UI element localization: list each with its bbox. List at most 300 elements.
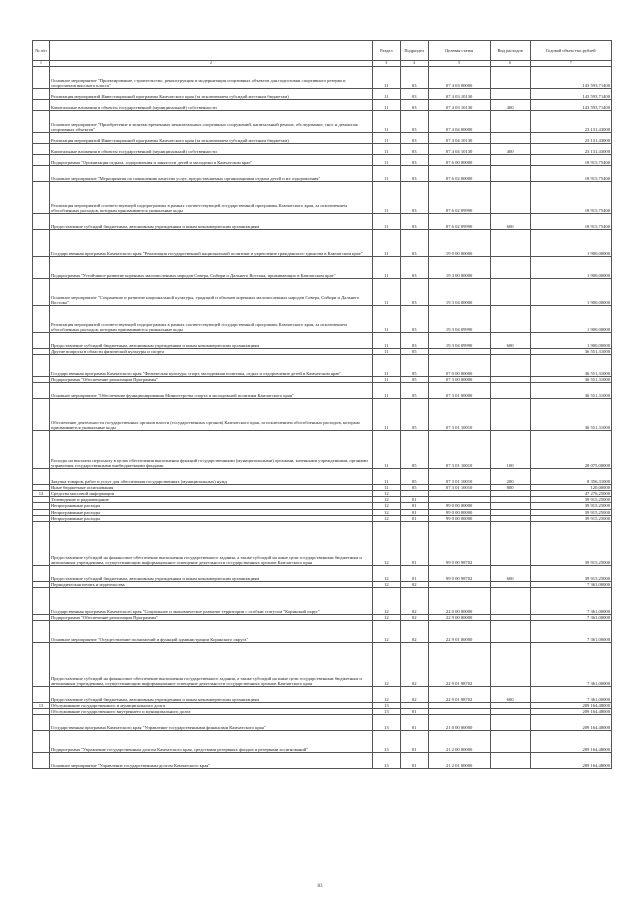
row-subsection: 05: [400, 431, 428, 469]
row-number: [33, 399, 50, 431]
row-target-article: 99 0 00 98702: [428, 565, 490, 581]
row-section: 12: [372, 509, 400, 515]
row-subsection: 03: [400, 133, 428, 144]
row-name: Закупка товаров, работ и услуг для обеспечения государственных (муниципальных) нужд: [49, 469, 372, 485]
row-number: [33, 100, 50, 111]
table-row: [33, 355, 612, 377]
row-subsection: 03: [400, 89, 428, 100]
row-subsection: 05: [400, 377, 428, 383]
row-subsection: 02: [400, 686, 428, 702]
row-target-article: 22 9 01 98702: [428, 686, 490, 702]
row-section: 11: [372, 89, 400, 100]
row-subsection: 03: [400, 279, 428, 306]
row-target-article: 07 4 03 00000: [428, 67, 490, 89]
row-subsection: 05: [400, 355, 428, 377]
row-name: Капитальные вложения в объекты государственной (муниципальной) собственности: [49, 144, 372, 155]
row-expense-type: [490, 642, 530, 686]
row-section: 13: [372, 731, 400, 753]
row-expense-type: 400: [490, 100, 530, 111]
row-subsection: 01: [400, 715, 428, 731]
row-section: 11: [372, 383, 400, 399]
row-volume: 1 900,00000: [530, 279, 611, 306]
table-row: [33, 383, 612, 399]
row-number: [33, 587, 50, 614]
row-subsection: 03: [400, 166, 428, 182]
row-target-article: 07 4 03 10130: [428, 89, 490, 100]
row-target-article: 19 0 00 00000: [428, 230, 490, 257]
column-index: 5: [428, 61, 490, 67]
row-volume: 23 131,43000: [530, 111, 611, 133]
row-name: Предоставление субсидий на финансовое обеспечение выполнения государственного задания, а также субсидий на иные цели государственным бюджетным и автономным учреждениям, осуществляющим информационное освещение деятельности государственных органов Камчатского края: [49, 521, 372, 565]
row-subsection: 01: [400, 497, 428, 503]
row-name: Подпрограмма "Обеспечение реализации Программы": [49, 614, 372, 620]
row-number: [33, 89, 50, 100]
row-number: [33, 469, 50, 485]
row-name: Непрограммные расходы: [49, 509, 372, 515]
row-expense-type: 400: [490, 144, 530, 155]
row-expense-type: 100: [490, 431, 530, 469]
table-row: [33, 521, 612, 565]
row-number: [33, 431, 50, 469]
row-expense-type: 600: [490, 565, 530, 581]
row-expense-type: [490, 620, 530, 642]
row-section: 11: [372, 111, 400, 133]
row-volume: 18 915,75400: [530, 155, 611, 166]
row-name: Предоставление субсидий бюджетным, автономным учреждениям и иным некоммерческим организациям: [49, 565, 372, 581]
row-name: Обслуживание государственного и муниципального долга: [49, 702, 372, 708]
row-volume: 7 361,00000: [530, 642, 611, 686]
row-section: 13: [372, 715, 400, 731]
row-volume: 39 915,25000: [530, 515, 611, 521]
row-name: Подпрограмма "Устойчивое развитие коренных малочисленных народов Севера, Сибири и Дальнего Востока, проживающих в Камчатском крае": [49, 257, 372, 279]
row-expense-type: [490, 67, 530, 89]
column-index: 6: [490, 61, 530, 67]
column-index: 7: [530, 61, 611, 67]
row-name: Другие вопросы в области физической культуры и спорта: [49, 349, 372, 355]
table-row: [33, 214, 612, 230]
row-volume: 39 915,25000: [530, 565, 611, 581]
row-number: [33, 279, 50, 306]
table-row: [33, 306, 612, 333]
header-target: Целевая статья: [428, 41, 490, 61]
row-section: 11: [372, 144, 400, 155]
table-row: [33, 333, 612, 349]
table-row: [33, 642, 612, 686]
row-volume: 18 915,75400: [530, 182, 611, 214]
row-subsection: 02: [400, 581, 428, 587]
row-name: Основное мероприятие "Обеспечение функционирования Министерства спорта и молодежной политики Камчатского края": [49, 383, 372, 399]
row-expense-type: [490, 306, 530, 333]
row-name: Подпрограмма "Обеспечение реализации Программы": [49, 377, 372, 383]
header-volume: Годовой объем тыс.рублей: [530, 41, 611, 61]
row-subsection: 03: [400, 214, 428, 230]
row-expense-type: [490, 731, 530, 753]
row-expense-type: [490, 166, 530, 182]
row-target-article: 07 3 01 10010: [428, 485, 490, 491]
row-number: [33, 753, 50, 769]
row-expense-type: [490, 715, 530, 731]
row-number: [33, 383, 50, 399]
row-section: 11: [372, 485, 400, 491]
column-index: 1: [33, 61, 50, 67]
row-section: 11: [372, 306, 400, 333]
table-row: [33, 620, 612, 642]
row-expense-type: [490, 230, 530, 257]
row-name: Предоставление субсидий бюджетным, автономным учреждениям и иным некоммерческим организациям: [49, 686, 372, 702]
row-subsection: 01: [400, 515, 428, 521]
row-volume: 36 551,31000: [530, 383, 611, 399]
row-subsection: 01: [400, 709, 428, 715]
row-subsection: 02: [400, 620, 428, 642]
row-number: 12: [33, 491, 50, 497]
row-expense-type: [490, 753, 530, 769]
row-name: Предоставление субсидий бюджетным, автономным учреждениям и иным некоммерческим организациям: [49, 333, 372, 349]
row-section: 11: [372, 349, 400, 355]
row-volume: 8 356,31000: [530, 469, 611, 485]
row-target-article: 22 9 01 00000: [428, 620, 490, 642]
row-target-article: 22 9 01 98702: [428, 642, 490, 686]
row-volume: 143 593,71400: [530, 67, 611, 89]
row-target-article: 99 0 00 00000: [428, 509, 490, 515]
row-subsection: 03: [400, 111, 428, 133]
row-number: [33, 133, 50, 144]
row-target-article: 07 3 01 10010: [428, 431, 490, 469]
row-section: 13: [372, 702, 400, 708]
row-expense-type: [490, 133, 530, 144]
table-row: [33, 279, 612, 306]
row-volume: 39 915,25000: [530, 497, 611, 503]
row-name: Государственная программа Камчатского края "Физическая культура, спорт, молодежная политика, отдых и оздоровление детей в Камчатском крае": [49, 355, 372, 377]
table-row: [33, 587, 612, 614]
row-number: [33, 182, 50, 214]
row-name: Реализация мероприятий Инвестиционной программы Камчатского края (за исключением субсидий местным бюджетам): [49, 89, 372, 100]
row-name: Основное мероприятие "Сохранение и развитие национальной культуры, традиций и обычаев коренных малочисленных народов Севера, Сибири и Дальнего Востока": [49, 279, 372, 306]
row-target-article: 22 0 00 00000: [428, 587, 490, 614]
row-expense-type: [490, 399, 530, 431]
row-subsection: 02: [400, 614, 428, 620]
row-volume: 209 164,48000: [530, 731, 611, 753]
row-name: Периодическая печать и издательства: [49, 581, 372, 587]
table-row: [33, 166, 612, 182]
row-subsection: 03: [400, 306, 428, 333]
row-subsection: 01: [400, 503, 428, 509]
row-volume: 39 915,25000: [530, 521, 611, 565]
row-number: [33, 111, 50, 133]
row-number: [33, 620, 50, 642]
row-subsection: 05: [400, 383, 428, 399]
row-name: Предоставление субсидий бюджетным, автономным учреждениям и иным некоммерческим организациям: [49, 214, 372, 230]
row-expense-type: 200: [490, 469, 530, 485]
row-section: 12: [372, 686, 400, 702]
row-name: Основное мероприятие "Мероприятия по повышению качества услуг, предоставляемых организациями отдыха детей и их оздоровления": [49, 166, 372, 182]
row-section: 11: [372, 182, 400, 214]
table-row: [33, 469, 612, 485]
page-number: 83: [317, 884, 323, 889]
row-number: [33, 230, 50, 257]
row-section: 11: [372, 133, 400, 144]
row-expense-type: [490, 257, 530, 279]
row-section: 11: [372, 67, 400, 89]
row-expense-type: [490, 587, 530, 614]
row-name: Непрограммные расходы: [49, 503, 372, 509]
row-name: Основное мероприятие "Управление государственным долгом Камчатского края": [49, 753, 372, 769]
row-name: Телевидение и радиовещание: [49, 497, 372, 503]
row-volume: 7 361,00000: [530, 620, 611, 642]
row-subsection: 03: [400, 67, 428, 89]
row-target-article: 19 3 04 00000: [428, 279, 490, 306]
table-row: [33, 133, 612, 144]
row-volume: 39 915,25000: [530, 509, 611, 515]
row-section: 12: [372, 521, 400, 565]
row-subsection: 05: [400, 399, 428, 431]
row-section: 12: [372, 515, 400, 521]
row-subsection: 03: [400, 144, 428, 155]
row-number: [33, 67, 50, 89]
row-volume: 23 131,43000: [530, 133, 611, 144]
header-name: [49, 41, 372, 61]
row-name: Подпрограмма "Организация отдыха, оздоровления и занятости детей и молодежи в Камчатском крае": [49, 155, 372, 166]
row-volume: 1 900,00000: [530, 230, 611, 257]
header-subsection: Подраздел: [400, 41, 428, 61]
row-subsection: 01: [400, 731, 428, 753]
row-expense-type: [490, 155, 530, 166]
row-number: [33, 565, 50, 581]
row-target-article: 19 3 04 09990: [428, 333, 490, 349]
row-target-article: 22 9 00 00000: [428, 614, 490, 620]
row-section: 12: [372, 565, 400, 581]
row-volume: 1 900,00000: [530, 333, 611, 349]
table-row: [33, 715, 612, 731]
row-expense-type: 800: [490, 485, 530, 491]
table-row: [33, 111, 612, 133]
row-section: 13: [372, 709, 400, 715]
row-expense-type: [490, 521, 530, 565]
row-volume: 36 551,31000: [530, 355, 611, 377]
row-subsection: 03: [400, 257, 428, 279]
row-section: 11: [372, 100, 400, 111]
row-volume: 7 361,00000: [530, 614, 611, 620]
row-name: Обслуживание государственного внутреннего и муниципального долга: [49, 709, 372, 715]
row-name: Основное мероприятие "Проектирование, строительство, реконструкция и модернизация спортивных объектов для подготовки спортивного резерва и спортсменов высокого класса": [49, 67, 372, 89]
row-target-article: 07 6 02 09990: [428, 182, 490, 214]
row-target-article: 21 2 00 00000: [428, 731, 490, 753]
table-row: [33, 230, 612, 257]
row-number: [33, 521, 50, 565]
row-section: 11: [372, 355, 400, 377]
row-subsection: 01: [400, 753, 428, 769]
row-volume: 18 915,75400: [530, 166, 611, 182]
table-row: [33, 182, 612, 214]
row-number: 13: [33, 702, 50, 708]
row-target-article: 99 0 00 00000: [428, 503, 490, 509]
row-volume: 7 361,00000: [530, 686, 611, 702]
row-name: Реализация мероприятий соответствующей подпрограммы в рамках соответствующей государственной программы Камчатского края, за исключением обособленных расходов, которым присваиваются уникальные коды: [49, 182, 372, 214]
table-body: [33, 67, 612, 769]
row-section: 12: [372, 587, 400, 614]
row-number: [33, 306, 50, 333]
row-number: [33, 257, 50, 279]
row-subsection: 02: [400, 587, 428, 614]
row-number: [33, 166, 50, 182]
table-row: [33, 89, 612, 100]
table-row: [33, 565, 612, 581]
row-name: Государственная программа Камчатского края "Социальное и экономическое развитие территории с особым статусом "Корякский округ": [49, 587, 372, 614]
row-target-article: 21 2 01 00000: [428, 753, 490, 769]
row-section: 11: [372, 230, 400, 257]
row-volume: 120,00000: [530, 485, 611, 491]
row-subsection: 01: [400, 509, 428, 515]
row-subsection: 03: [400, 100, 428, 111]
row-number: [33, 333, 50, 349]
row-section: 11: [372, 279, 400, 306]
budget-table: [32, 40, 612, 769]
table-row: [33, 753, 612, 769]
row-volume: 7 361,00000: [530, 587, 611, 614]
row-section: 12: [372, 581, 400, 587]
table-header-row: [33, 41, 612, 61]
row-volume: 209 164,48000: [530, 715, 611, 731]
row-target-article: 07 4 03 10130: [428, 100, 490, 111]
row-subsection: 03: [400, 182, 428, 214]
row-name: Государственная программа Камчатского края "Управление государственными финансами Камчатского края": [49, 715, 372, 731]
table-row: [33, 399, 612, 431]
row-expense-type: [490, 279, 530, 306]
row-subsection: 01: [400, 565, 428, 581]
row-subsection: 05: [400, 349, 428, 355]
row-name: Основное мероприятие "Приобретение и монтаж временных некапитальных спортивных сооружений, капитальный ремонт, обследование, снос и демонтаж спортивных объектов": [49, 111, 372, 133]
row-number: [33, 686, 50, 702]
column-index: 3: [372, 61, 400, 67]
row-volume: 209 164,48000: [530, 702, 611, 708]
row-target-article: 19 3 00 00000: [428, 257, 490, 279]
table-row: [33, 100, 612, 111]
row-volume: 36 551,31000: [530, 377, 611, 383]
row-volume: 209 164,48000: [530, 709, 611, 715]
column-index: 2: [49, 61, 372, 67]
row-section: 12: [372, 497, 400, 503]
row-section: 11: [372, 155, 400, 166]
table-row: [33, 155, 612, 166]
header-num: № п/п: [33, 41, 50, 61]
row-target-article: 21 0 00 00000: [428, 715, 490, 731]
row-volume: 39 915,25000: [530, 503, 611, 509]
row-section: 12: [372, 503, 400, 509]
row-section: 11: [372, 469, 400, 485]
row-name: Капитальные вложения в объекты государственной (муниципальной) собственности: [49, 100, 372, 111]
row-expense-type: [490, 111, 530, 133]
row-expense-type: [490, 89, 530, 100]
row-number: [33, 642, 50, 686]
header-exptype: Вид расходов: [490, 41, 530, 61]
row-section: 11: [372, 333, 400, 349]
table-row: [33, 144, 612, 155]
row-subsection: 03: [400, 333, 428, 349]
row-number: [33, 155, 50, 166]
row-target-article: 99 0 00 98702: [428, 521, 490, 565]
table-row: [33, 257, 612, 279]
row-volume: 18 915,75400: [530, 214, 611, 230]
row-expense-type: 600: [490, 686, 530, 702]
row-name: Государственная программа Камчатского края "Реализация государственной национальной политики и укрепление гражданского единства в Камчатском крае": [49, 230, 372, 257]
table-row: [33, 686, 612, 702]
row-subsection: 02: [400, 642, 428, 686]
row-volume: 36 551,31000: [530, 399, 611, 431]
row-name: Предоставление субсидий на финансовое обеспечение выполнения государственного задания, а также субсидий на иные цели государственным бюджетным и автономным учреждениям, осуществляющим информационное освещение деятельности государственных органов Камчатского края: [49, 642, 372, 686]
row-target-article: 07 4 04 00000: [428, 111, 490, 133]
row-subsection: 03: [400, 155, 428, 166]
row-section: 12: [372, 614, 400, 620]
row-target-article: 99 0 00 00000: [428, 515, 490, 521]
row-target-article: 07 6 02 09990: [428, 214, 490, 230]
row-name: Средства массовой информации: [49, 491, 372, 497]
row-number: [33, 144, 50, 155]
row-target-article: 07 4 04 10130: [428, 133, 490, 144]
row-volume: 7 361,00000: [530, 581, 611, 587]
table-row: [33, 67, 612, 89]
row-name: Основное мероприятие "Осуществление полномочий и функций администрации Корякского округа": [49, 620, 372, 642]
row-section: 11: [372, 214, 400, 230]
row-volume: 143 593,71400: [530, 100, 611, 111]
row-subsection: 05: [400, 469, 428, 485]
row-target-article: 07 3 01 00000: [428, 383, 490, 399]
row-volume: 1 900,00000: [530, 257, 611, 279]
row-subsection: 03: [400, 230, 428, 257]
row-name: Реализация мероприятий Инвестиционной программы Камчатского края (за исключением субсидий местным бюджетам): [49, 133, 372, 144]
row-volume: 1 900,00000: [530, 306, 611, 333]
row-name: Непрограммные расходы: [49, 515, 372, 521]
row-section: 11: [372, 399, 400, 431]
row-volume: 36 551,31000: [530, 349, 611, 355]
row-volume: 209 164,48000: [530, 753, 611, 769]
row-subsection: 05: [400, 485, 428, 491]
table-row: [33, 731, 612, 753]
row-target-article: 07 6 02 00000: [428, 166, 490, 182]
row-expense-type: [490, 355, 530, 377]
row-target-article: 19 3 04 09990: [428, 306, 490, 333]
row-expense-type: [490, 182, 530, 214]
row-section: 11: [372, 257, 400, 279]
row-subsection: 01: [400, 521, 428, 565]
row-volume: 23 131,43000: [530, 144, 611, 155]
row-volume: 28 075,00000: [530, 431, 611, 469]
row-target-article: 07 6 00 00000: [428, 155, 490, 166]
row-section: 11: [372, 166, 400, 182]
row-section: 12: [372, 491, 400, 497]
row-expense-type: [490, 383, 530, 399]
row-target-article: 07 3 00 00000: [428, 377, 490, 383]
column-index: 4: [400, 61, 428, 67]
row-name: Иные бюджетные ассигнования: [49, 485, 372, 491]
row-name: Расходы на выплаты персоналу в целях обеспечения выполнения функций государственными (муниципальными) органами, казенными учреждениями, органами управления государственными внебюджетными фондами: [49, 431, 372, 469]
row-expense-type: 600: [490, 214, 530, 230]
row-number: [33, 214, 50, 230]
row-volume: 143 593,71400: [530, 89, 611, 100]
row-number: [33, 355, 50, 377]
row-section: 13: [372, 753, 400, 769]
row-section: 11: [372, 431, 400, 469]
row-number: [33, 715, 50, 731]
row-name: Реализация мероприятий соответствующей подпрограммы в рамках соответствующей государственной программы Камчатского края, за исключением обособленных расходов, которым присваиваются уникальные коды: [49, 306, 372, 333]
table-row: [33, 431, 612, 469]
row-expense-type: 600: [490, 333, 530, 349]
row-target-article: 07 0 00 00000: [428, 355, 490, 377]
row-section: 12: [372, 620, 400, 642]
row-name: Обеспечение деятельности государственных органов власти (государственных органов) Камчатского края, за исключением обособленных расходов, которым присваиваются уникальные коды: [49, 399, 372, 431]
row-target-article: 07 3 01 10010: [428, 469, 490, 485]
row-volume: 47 276,25000: [530, 491, 611, 497]
header-section: Раздел: [372, 41, 400, 61]
row-target-article: 07 4 04 10130: [428, 144, 490, 155]
